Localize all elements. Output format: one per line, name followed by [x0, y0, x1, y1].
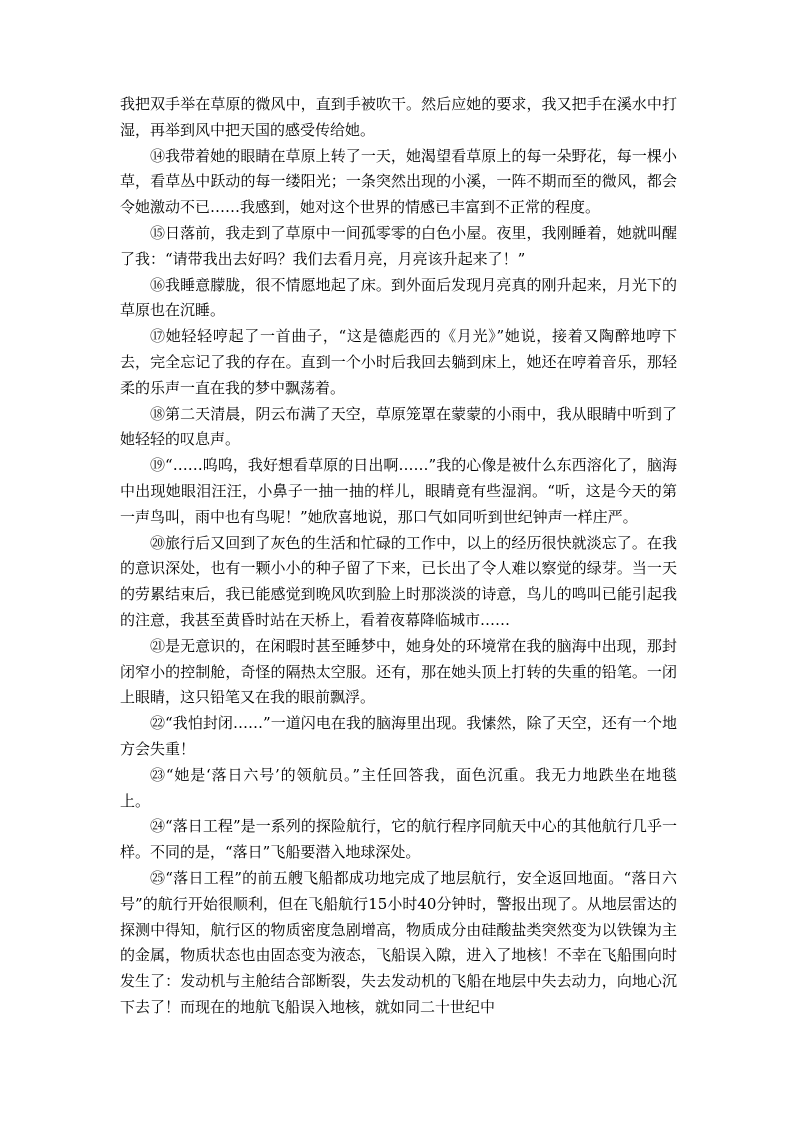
- paragraph-21: ㉑是无意识的，在闲暇时甚至睡梦中，她身处的环境常在我的脑海中出现，那封闭窄小的控制舱，奇怪的隔热太空服。还有，那在她头顶上打转的失重的铅笔。一闭上眼睛，这只铅笔又在我的眼前飘浮。: [120, 636, 677, 707]
- paragraph-14: ⑭我带着她的眼睛在草原上转了一天，她渴望看草原上的每一朵野花，每一棵小草，看草丛中跃动的每一缕阳光；一条突然出现的小溪，一阵不期而至的微风，都会令她激动不已……我感到，她对这个世界的情感已丰富到不正常的程度。: [120, 146, 677, 217]
- paragraph-15: ⑮日落前，我走到了草原中一间孤零零的白色小屋。夜里，我刚睡着，她就叫醒了我：“请带我出去好吗？我们去看月亮，月亮该升起来了！”: [120, 223, 677, 268]
- paragraph-25: ㉕“落日工程”的前五艘飞船都成功地完成了地层航行，安全返回地面。“落日六号”的航行开始很顺利，但在飞船航行15小时40分钟时，警报出现了。从地层雷达的探测中得知，航行区的物质密度急剧增高，物质成分由硅酸盐类突然变为以铁镍为主的金属，物质状态也由固态变为液态，飞船误入隙，进入了地核！不幸在飞船围向时发生了：发动机与主舱结合部断裂，失去发动机的飞船在地层中失去动力，向地心沉下去了！而现在的地航飞船误入地核，就如同二十世纪中: [120, 868, 677, 1016]
- paragraph-16: ⑯我睡意朦胧，很不情愿地起了床。到外面后发现月亮真的刚升起来，月光下的草原也在沉睡。: [120, 275, 677, 320]
- paragraph-18: ⑱第二天清晨，阴云布满了天空，草原笼罩在蒙蒙的小雨中，我从眼睛中听到了她轻轻的叹息声。: [120, 404, 677, 449]
- paragraph-22: ㉒“我怕封闭……”一道闪电在我的脑海里出现。我愫然，除了天空，还有一个地方会失重！: [120, 714, 677, 758]
- paragraph-23: ㉓“她是‘落日六号’的领航员。”主任回答我，面色沉重。我无力地跌坐在地毯上。: [120, 765, 677, 810]
- paragraph-17: ⑰她轻轻哼起了一首曲子，“这是德彪西的《月光》”她说，接着又陶醉地哼下去，完全忘记了我的存在。直到一个小时后我回去躺到床上，她还在哼着音乐，那轻柔的乐声一直在我的梦中飘荡着。: [120, 327, 677, 397]
- paragraph-20: ⑳旅行后又回到了灰色的生活和忙碌的工作中，以上的经历很快就淡忘了。在我的意识深处，也有一颗小小的种子留了下来，已长出了令人难以察觉的绿芽。当一天的劳累结束后，我已能感觉到晚风吹到脸上时那淡淡的诗意，鸟儿的鸣叫已能引起我的注意，我甚至黄昏时站在天桥上，看着夜幕降临城市……: [120, 533, 677, 629]
- paragraph-19: ⑲“……呜呜，我好想看草原的日出啊……”我的心像是被什么东西溶化了，脑海中出现她眼泪汪汪，小鼻子一抽一抽的样儿，眼睛竟有些湿润。“听，这是今天的第一声鸟叫，雨中也有鸟呢！”她欣喜地说，那口气如同听到世纪钟声一样庄严。: [120, 456, 677, 526]
- paragraph-13-continued: 我把双手举在草原的微风中，直到手被吹干。然后应她的要求，我又把手在溪水中打湿，再举到风中把天国的感受传给她。: [120, 95, 677, 139]
- document-page: [120, 92, 677, 1021]
- paragraph-24: ㉔“落日工程”是一系列的探险航行，它的航行程序同航天中心的其他航行几乎一样。不同的是，“落日”飞船要潜入地球深处。: [120, 817, 677, 862]
